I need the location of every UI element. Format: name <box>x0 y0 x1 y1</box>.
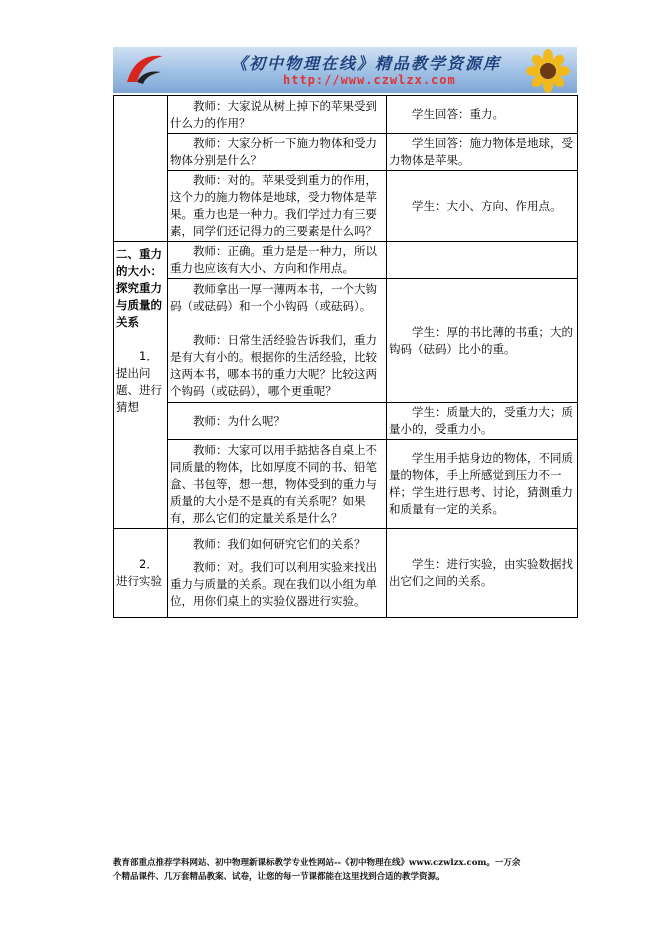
teacher-text: 教师：对的。苹果受到重力的作用，这个力的施力物体是地球，受力物体是苹果。重力也是一种力。我们学过力有三要素，同学们还记得力的三要素是什么吗？ <box>170 173 377 238</box>
table-row <box>114 134 578 171</box>
teacher-text: 教师：对。我们可以利用实验来找出重力与质量的关系。现在我们以小组为单位，用你们桌上的实验仪器进行实验。 <box>170 560 377 608</box>
red-swoosh-logo-icon <box>123 52 167 88</box>
header-banner <box>113 47 577 93</box>
teacher-text: 教师：我们如何研究它们的关系？ <box>193 537 366 551</box>
footer-line-1: 教育部重点推荐学科网站、初中物理新课标教学专业性网站--《初中物理在线》www.czwlzx.com。一万余 <box>113 858 521 868</box>
blank-section-cell <box>114 96 168 242</box>
teacher-text: 教师：正确。重力是是一种力，所以重力也应该有大小、方向和作用点。 <box>170 244 377 275</box>
student-text: 学生：厚的书比薄的书重；大的钩码（砝码）比小的重。 <box>389 324 573 356</box>
teacher-text: 教师：为什么呢？ <box>193 413 285 428</box>
table-row <box>114 403 578 440</box>
lesson-table <box>113 95 578 618</box>
table-row <box>114 96 578 134</box>
table-row <box>114 242 578 279</box>
teacher-text: 教师：大家说从树上掉下的苹果受到什么力的作用？ <box>170 98 377 130</box>
banner-url[interactable]: http://www.czwlzx.com <box>283 73 456 87</box>
footer-line-2: 个精品课件、几万套精品教案、试卷，让您的每一节课都能在这里找到合适的教学资源。 <box>113 872 445 882</box>
section-cell <box>114 242 168 529</box>
table-row <box>114 529 578 618</box>
table-row <box>114 440 578 529</box>
section-step-2: 2．进行实验 <box>116 557 162 588</box>
teacher-text: 教师：日常生活经验告诉我们，重力是有大有小的。根据你的生活经验，比较这两本书，哪本书的重力大呢？比较这两个钩码（或砝码），哪个更重呢？ <box>170 333 377 398</box>
student-text: 学生回答：施力物体是地球，受力物体是苹果。 <box>389 136 573 167</box>
section-step-1: 1．提出问题、进行猜想 <box>116 349 162 414</box>
table-row <box>114 279 578 403</box>
student-text: 学生：质量大的，受重力大；质量小的，受重力小。 <box>389 405 573 436</box>
table-row <box>114 171 578 242</box>
student-text: 学生：大小、方向、作用点。 <box>412 198 562 213</box>
sunflower-icon <box>523 49 573 93</box>
student-text: 学生用手掂身边的物体，不同质量的物体，手上所感觉到压力不一样；学生进行思考、讨论，猜测重力和质量有一定的关系。 <box>389 451 573 516</box>
student-text: 学生：进行实验，由实验数据找出它们之间的关系。 <box>389 557 573 588</box>
teacher-text: 教师拿出一厚一薄两本书，一个大钩码（或砝码）和一个小钩码（或砝码）。 <box>170 282 377 313</box>
page-footer <box>113 856 583 884</box>
section-cell <box>114 529 168 618</box>
teacher-text: 教师：大家分析一下施力物体和受力物体分别是什么？ <box>170 136 377 167</box>
student-text: 学生回答：重力。 <box>412 107 504 121</box>
section-heading: 二、重力的大小：探究重力与质量的关系 <box>116 247 162 329</box>
banner-title: 《初中物理在线》精品教学资源库 <box>231 54 502 73</box>
teacher-text: 教师：大家可以用手掂掂各自桌上不同质量的物体，比如厚度不同的书、铅笔盒、书包等，想一想，物体受到的重力与质量的大小是不是真的有关系呢？如果有，那么它们的定量关系是什么？ <box>170 442 377 525</box>
